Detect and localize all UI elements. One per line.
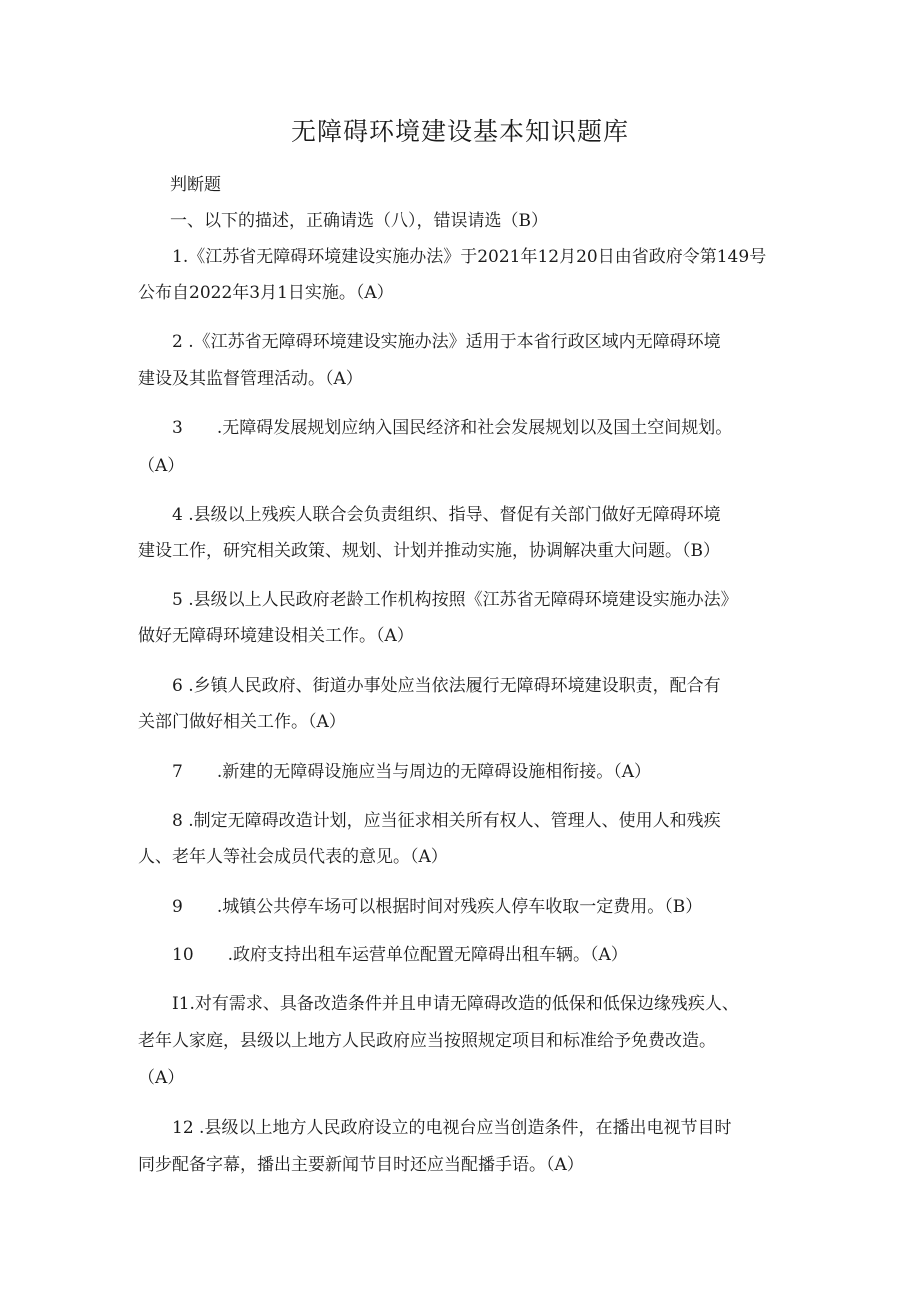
question-line: 10 .政府支持出租车运营单位配置无障碍出租车辆。（A）	[172, 945, 628, 965]
question-line: 建设工作，研究相关政策、规划、计划并推动实施，协调解决重大问题。（B）	[138, 541, 720, 561]
question-line: 关部门做好相关工作。（A）	[138, 712, 346, 732]
question-line: 3 .无障碍发展规划应纳入国民经济和社会发展规划以及国土空间规划。	[172, 418, 733, 438]
instruction-text: 一、以下的描述，正确请选（八），错误请选（B）	[170, 211, 548, 231]
question-line: I1.对有需求、具备改造条件并且申请无障碍改造的低保和低保边缘残疾人、	[172, 994, 739, 1014]
question-line: （A）	[138, 456, 185, 476]
question-line: 公布自2022年3月1日实施。（A）	[138, 283, 394, 303]
question-line: 4 .县级以上残疾人联合会负责组织、指导、督促有关部门做好无障碍环境	[172, 505, 721, 525]
question-line: 7 .新建的无障碍设施应当与周边的无障碍设施相衔接。（A）	[172, 762, 651, 782]
section-label: 判断题	[170, 175, 221, 195]
question-line: 同步配备字幕，播出主要新闻节目时还应当配播手语。（A）	[138, 1155, 584, 1175]
question-line: （A）	[138, 1068, 185, 1088]
question-line: 2 .《江苏省无障碍环境建设实施办法》适用于本省行政区域内无障碍环境	[172, 332, 721, 352]
question-line: 9 .城镇公共停车场可以根据时间对残疾人停车收取一定费用。（B）	[172, 897, 703, 917]
question-line: 1.《江苏省无障碍环境建设实施办法》于2021年12月20日由省政府令第149号	[172, 247, 767, 267]
question-line: 8 .制定无障碍改造计划，应当征求相关所有权人、管理人、使用人和残疾	[172, 811, 721, 831]
document-title: 无障碍环境建设基本知识题库	[290, 117, 629, 146]
question-line: 6 .乡镇人民政府、街道办事处应当依法履行无障碍环境建设职责，配合有	[172, 676, 721, 696]
question-line: 老年人家庭，县级以上地方人民政府应当按照规定项目和标准给予免费改造。	[138, 1031, 716, 1051]
question-line: 建设及其监督管理活动。（A）	[138, 369, 363, 389]
question-line: 人、老年人等社会成员代表的意见。（A）	[138, 847, 448, 867]
question-line: 做好无障碍环境建设相关工作。（A）	[138, 626, 414, 646]
question-line: 5 .县级以上人民政府老龄工作机构按照《江苏省无障碍环境建设实施办法》	[172, 590, 738, 610]
question-line: 12 .县级以上地方人民政府设立的电视台应当创造条件，在播出电视节目时	[172, 1118, 732, 1138]
